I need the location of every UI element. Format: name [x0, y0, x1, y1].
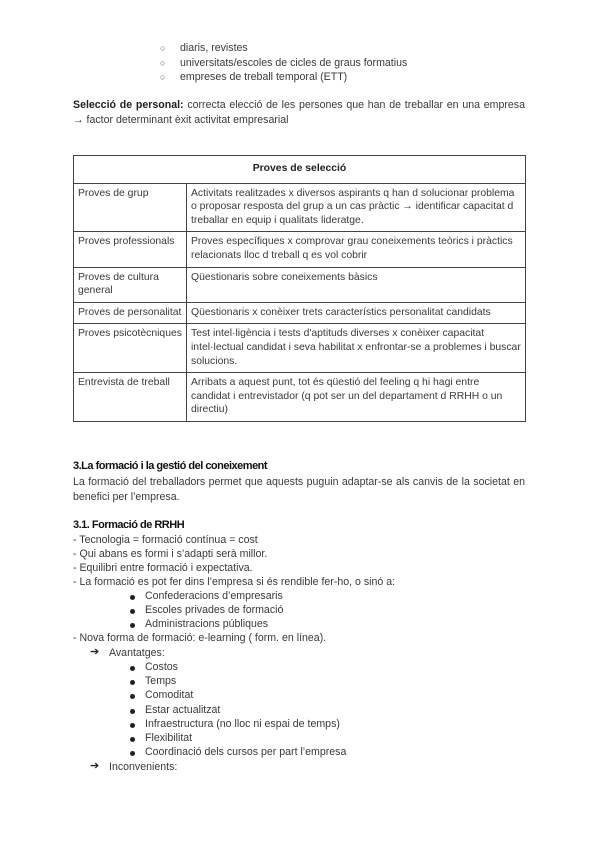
list-bullet-circle: ○ [160, 43, 166, 53]
table-header: Proves de selecció [74, 156, 526, 184]
list-bullet-dot [130, 680, 135, 685]
text-line: - La formació es pot fer dins l’empresa si és rendible fer-ho, o sinó a: [73, 576, 396, 588]
list-item: Estar actualitzat [145, 704, 221, 716]
list-bullet-dot [130, 737, 135, 742]
table-cell-desc: Activitats realitzades x diversos aspirants q han d solucionar problema o proposar resposta del grup a un cas pràctic → identificar capacitat d treballar en equip i qualitats lideratge. [187, 183, 526, 232]
table-cell-desc: Proves específiques x comprovar grau coneixements teòrics i pràctics relacionats lloc d treball q es vol cobrir [187, 232, 526, 267]
list-item: Comoditat [145, 689, 194, 701]
section-paragraph: La formació del treballadors permet que aquests puguin adaptar-se als canvis de la societat en benefici per l’empresa. [73, 476, 525, 503]
list-bullet-circle: ○ [160, 72, 166, 82]
list-bullet-dot [130, 595, 135, 600]
list-bullet-dot [130, 694, 135, 699]
list-item: empreses de treball temporal (ETT) [180, 71, 348, 83]
list-bullet-dot [130, 609, 135, 614]
arrow-right-icon: ➔ [90, 760, 100, 772]
table-cell-name: Proves psicotècniques [74, 324, 187, 373]
list-item: Coordinació dels cursos per part l’empresa [145, 746, 347, 758]
table-cell-name: Proves professionals [74, 232, 187, 267]
arrow-right-icon: ➔ [90, 646, 100, 658]
table-cell-name: Proves de cultura general [74, 267, 187, 302]
table-cell-desc: Qüestionaris sobre coneixements bàsics [187, 267, 526, 302]
proves-table [73, 155, 526, 422]
list-bullet-circle: ○ [160, 58, 166, 68]
list-item: Flexibilitat [145, 732, 193, 744]
text-line: - Qui abans es formi i s’adapti serà millor. [73, 548, 268, 560]
list-item: diaris, revistes [180, 42, 248, 54]
table-row [74, 183, 526, 232]
list-item: Administracions públiques [145, 618, 269, 630]
text-line: - Equilibri entre formació i expectativa. [73, 562, 253, 574]
table-row [74, 373, 526, 422]
list-bullet-dot [130, 723, 135, 728]
list-bullet-dot [130, 751, 135, 756]
table-cell-name: Entrevista de treball [74, 373, 187, 422]
inconvenients-label: Inconvenients: [109, 761, 178, 773]
list-bullet-dot [130, 709, 135, 714]
table-row [74, 267, 526, 302]
avantatges-label: Avantatges: [109, 647, 165, 659]
list-bullet-dot [130, 666, 135, 671]
table-row [74, 324, 526, 373]
text-line: - Nova forma de formació: e-learning ( form. en línea). [73, 632, 327, 644]
table-cell-name: Proves de personalitat [74, 302, 187, 324]
table-header-row [74, 156, 526, 184]
table-cell-desc: Test intel·ligència i tests d'aptituds diverses x conèixer capacitat intel·lectual candidat i seva habilitat x enfrontar-se a problemes i buscar solucions. [187, 324, 526, 373]
subsection-heading: 3.1. Formació de RRHH [73, 519, 185, 531]
list-item: Confederacions d’empresaris [145, 590, 283, 602]
seleccio-label: Selecció de personal: [73, 99, 184, 111]
table-row [74, 302, 526, 324]
list-item: Costos [145, 661, 178, 673]
list-item: Escoles privades de formació [145, 604, 284, 616]
table-cell-name: Proves de grup [74, 183, 187, 232]
section-heading: 3.La formació i la gestió del coneixement [73, 460, 268, 472]
table-cell-desc: Arribats a aquest punt, tot és qüestió del feeling q hi hagi entre candidat i entrevistador (q pot ser un del departament d RRHH o un directiu) [187, 373, 526, 422]
seleccio-text: correcta elecció de les persones que han de treballar en una empresa → factor determinant èxit activitat empresarial [73, 99, 525, 126]
seleccio-paragraph [73, 98, 525, 127]
text-line: - Tecnologia = formació contínua = cost [73, 534, 258, 546]
list-item: Infraestructura (no lloc ni espai de temps) [145, 718, 340, 730]
table-row [74, 232, 526, 267]
table-cell-desc: Qüestionaris x conèixer trets característics personalitat candidats [187, 302, 526, 324]
list-bullet-dot [130, 623, 135, 628]
list-item: universitats/escoles de cicles de graus formatius [180, 57, 408, 69]
list-item: Temps [145, 675, 177, 687]
